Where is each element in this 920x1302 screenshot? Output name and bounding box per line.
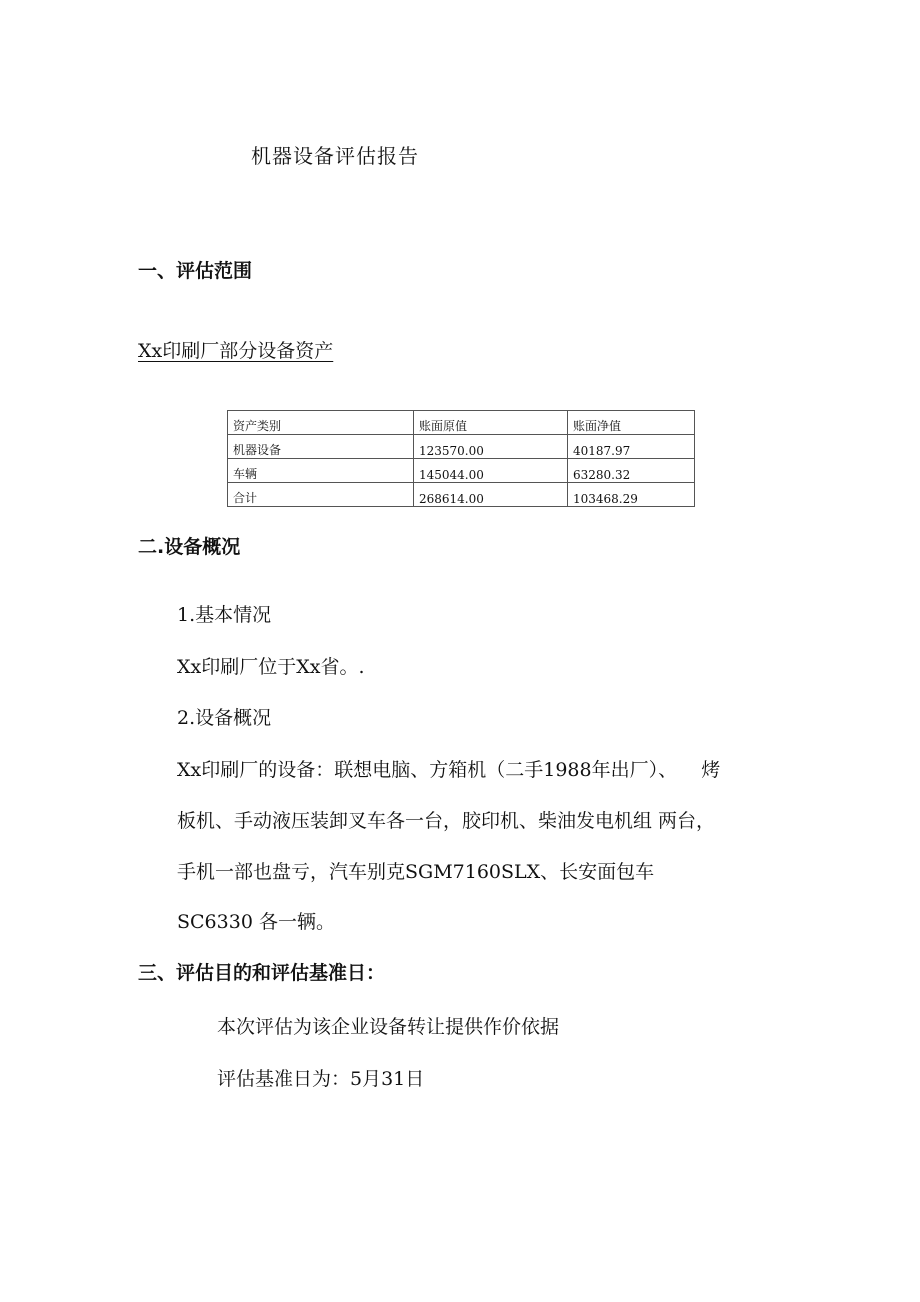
table-header-cell: 资产类别 <box>228 411 414 435</box>
table-cell: 123570.00 <box>414 435 568 459</box>
table-cell: 63280.32 <box>568 459 695 483</box>
equipment-text-line: 板机、手动液压装卸叉车各一台，胶印机、柴油发电机组 两台， <box>177 810 716 832</box>
basic-info-text: Xx印刷厂位于Xx省。. <box>177 656 365 678</box>
table-header-cell: 账面净值 <box>568 411 695 435</box>
equipment-text-line: 手机一部也盘亏，汽车别克SGM7160SLX、长安面包车 <box>177 861 655 883</box>
table-row <box>228 459 695 483</box>
table-cell: 103468.29 <box>568 483 695 507</box>
table-cell: 145044.00 <box>414 459 568 483</box>
base-date-text: 评估基准日为：5月31日 <box>217 1068 425 1090</box>
table-cell: 合计 <box>228 483 414 507</box>
section-heading-purpose: 三、评估目的和评估基准日： <box>138 962 386 984</box>
table-cell: 机器设备 <box>228 435 414 459</box>
equipment-text-line: SC6330 各一辆。 <box>177 911 335 933</box>
section-heading-overview: 二.设备概况 <box>138 536 241 558</box>
subheading-basic-info: 1.基本情况 <box>177 604 272 626</box>
equipment-text-line: Xx印刷厂的设备：联想电脑、方箱机（二手1988年出厂）、 烤 <box>177 759 721 781</box>
asset-table <box>227 410 695 507</box>
table-cell: 40187.97 <box>568 435 695 459</box>
table-row-total <box>228 483 695 507</box>
table-header-cell: 账面原值 <box>414 411 568 435</box>
table-header-row <box>228 411 695 435</box>
subheading-equipment: 2.设备概况 <box>177 707 272 729</box>
table-row <box>228 435 695 459</box>
table-cell: 268614.00 <box>414 483 568 507</box>
assessment-subject: Xx印刷厂部分设备资产 <box>138 340 334 362</box>
table-cell: 车辆 <box>228 459 414 483</box>
purpose-text: 本次评估为该企业设备转让提供作价依据 <box>217 1016 560 1038</box>
report-title: 机器设备评估报告 <box>251 144 419 168</box>
section-heading-scope: 一、评估范围 <box>138 260 253 282</box>
